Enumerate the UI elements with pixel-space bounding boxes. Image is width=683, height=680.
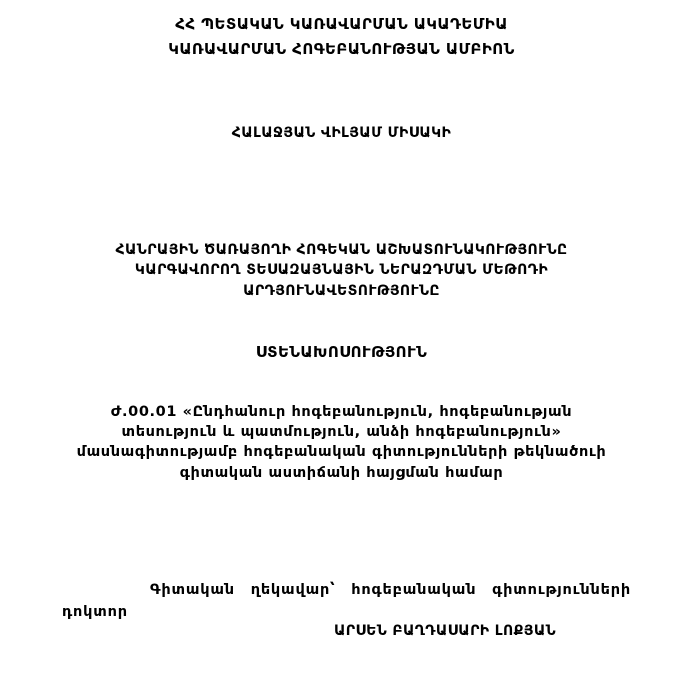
thesis-title-line-3: ԱՐԴՅՈՒՆԱՎԵՏՈՒԹՅՈՒՆԸ: [243, 283, 440, 299]
supervisor-label: Գիտական ղեկավար՝ հոգեբանական գիտությունների: [150, 582, 631, 598]
thesis-title-line-1: ՀԱՆՐԱՅԻՆ ԾԱՌԱՅՈՂԻ ՀՈԳԵԿԱՆ ԱՇԽԱՏՈՒՆԱԿՈՒԹՅՈՒՆԸ: [115, 242, 568, 258]
author-name: ՀԱԼԱՋՅԱՆ ՎԻԼՅԱՄ ՄԻՍԱԿԻ: [231, 125, 452, 141]
document-type-heading: ՍՏԵՆԱԽՈՍՈՒԹՅՈՒՆ: [255, 343, 428, 361]
supervisor-name: ԱՐՍԵՆ ԲԱՂԴԱՍԱՐԻ ԼՈՔՅԱՆ: [334, 623, 557, 639]
thesis-title-line-2: ԿԱՐԳԱՎՈՐՈՂ ՏԵՍԱԶԱՅՆԱՅԻՆ ՆԵՐԱԶԴՄԱՆ ՄԵԹՈԴԻ: [134, 262, 549, 278]
university-name-line-1: ՀՀ ՊԵՏԱԿԱՆ ԿԱՌԱՎԱՐՄԱՆ ԱԿԱԴԵՄԻԱ: [175, 15, 508, 33]
specialty-line-2: տեսություն և պատմություն, անձի հոգեբանություն»: [121, 424, 562, 440]
specialty-line-1: Ժ.00.01 «Ընդհանուր հոգեբանություն, հոգեբանության: [110, 404, 573, 420]
department-name-line: ԿԱՌԱՎԱՐՄԱՆ ՀՈԳԵԲԱՆՈՒԹՅԱՆ ԱՄԲԻՈՆ: [168, 40, 515, 58]
specialty-line-3: մասնագիտությամբ հոգեբանական գիտությունների թեկնածուի: [76, 444, 607, 460]
supervisor-degree: դոկտոր: [62, 604, 128, 620]
specialty-line-4: գիտական աստիճանի հայցման համար: [179, 465, 504, 481]
